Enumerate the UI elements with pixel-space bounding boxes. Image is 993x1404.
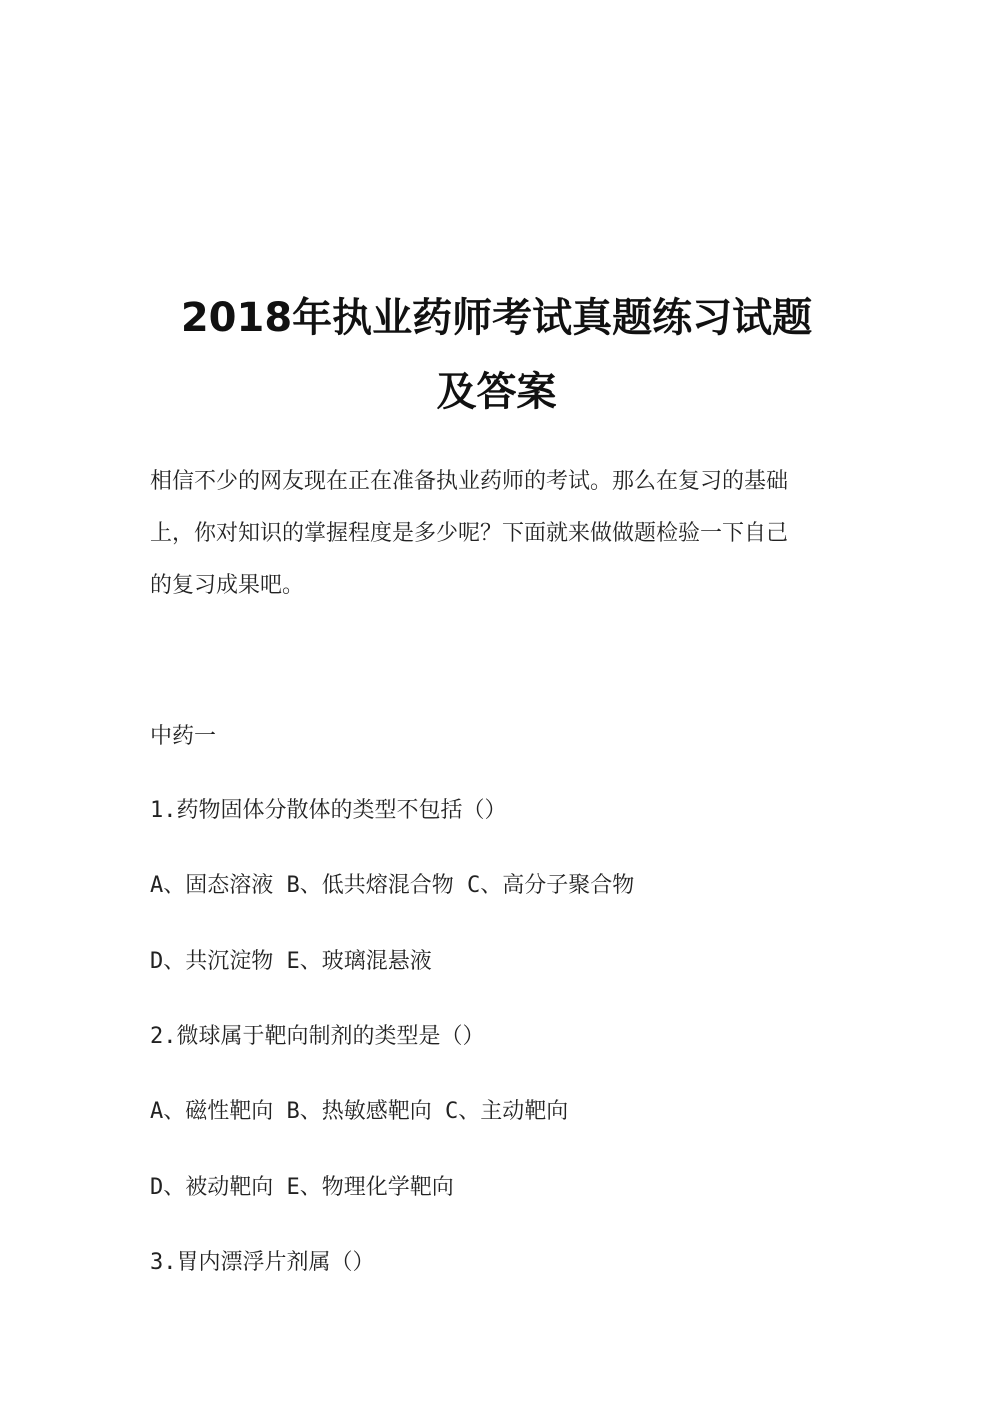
question-1-stem: 1.药物固体分散体的类型不包括（） xyxy=(150,798,507,823)
intro-paragraph-line-3: 的复习成果吧。 xyxy=(150,573,305,598)
question-1-options-line-2: D、共沉淀物 E、玻璃混悬液 xyxy=(150,949,432,974)
section-heading: 中药一 xyxy=(150,724,217,749)
question-2-stem: 2.微球属于靶向制剂的类型是（） xyxy=(150,1024,485,1049)
question-3-stem: 3.胃内漂浮片剂属（） xyxy=(150,1250,375,1275)
intro-paragraph-line-2: 上，你对知识的掌握程度是多少呢？下面就来做做题检验一下自己 xyxy=(150,521,789,546)
question-2-options-line-2: D、被动靶向 E、物理化学靶向 xyxy=(150,1175,454,1200)
document-title-line-2: 及答案 xyxy=(436,369,557,415)
question-2-options-line-1: A、磁性靶向 B、热敏感靶向 C、主动靶向 xyxy=(150,1099,569,1124)
document-title-line-1: 2018年执业药师考试真题练习试题 xyxy=(180,295,813,341)
intro-paragraph-line-1: 相信不少的网友现在正在准备执业药师的考试。那么在复习的基础 xyxy=(150,469,789,494)
question-1-options-line-1: A、固态溶液 B、低共熔混合物 C、高分子聚合物 xyxy=(150,873,635,898)
